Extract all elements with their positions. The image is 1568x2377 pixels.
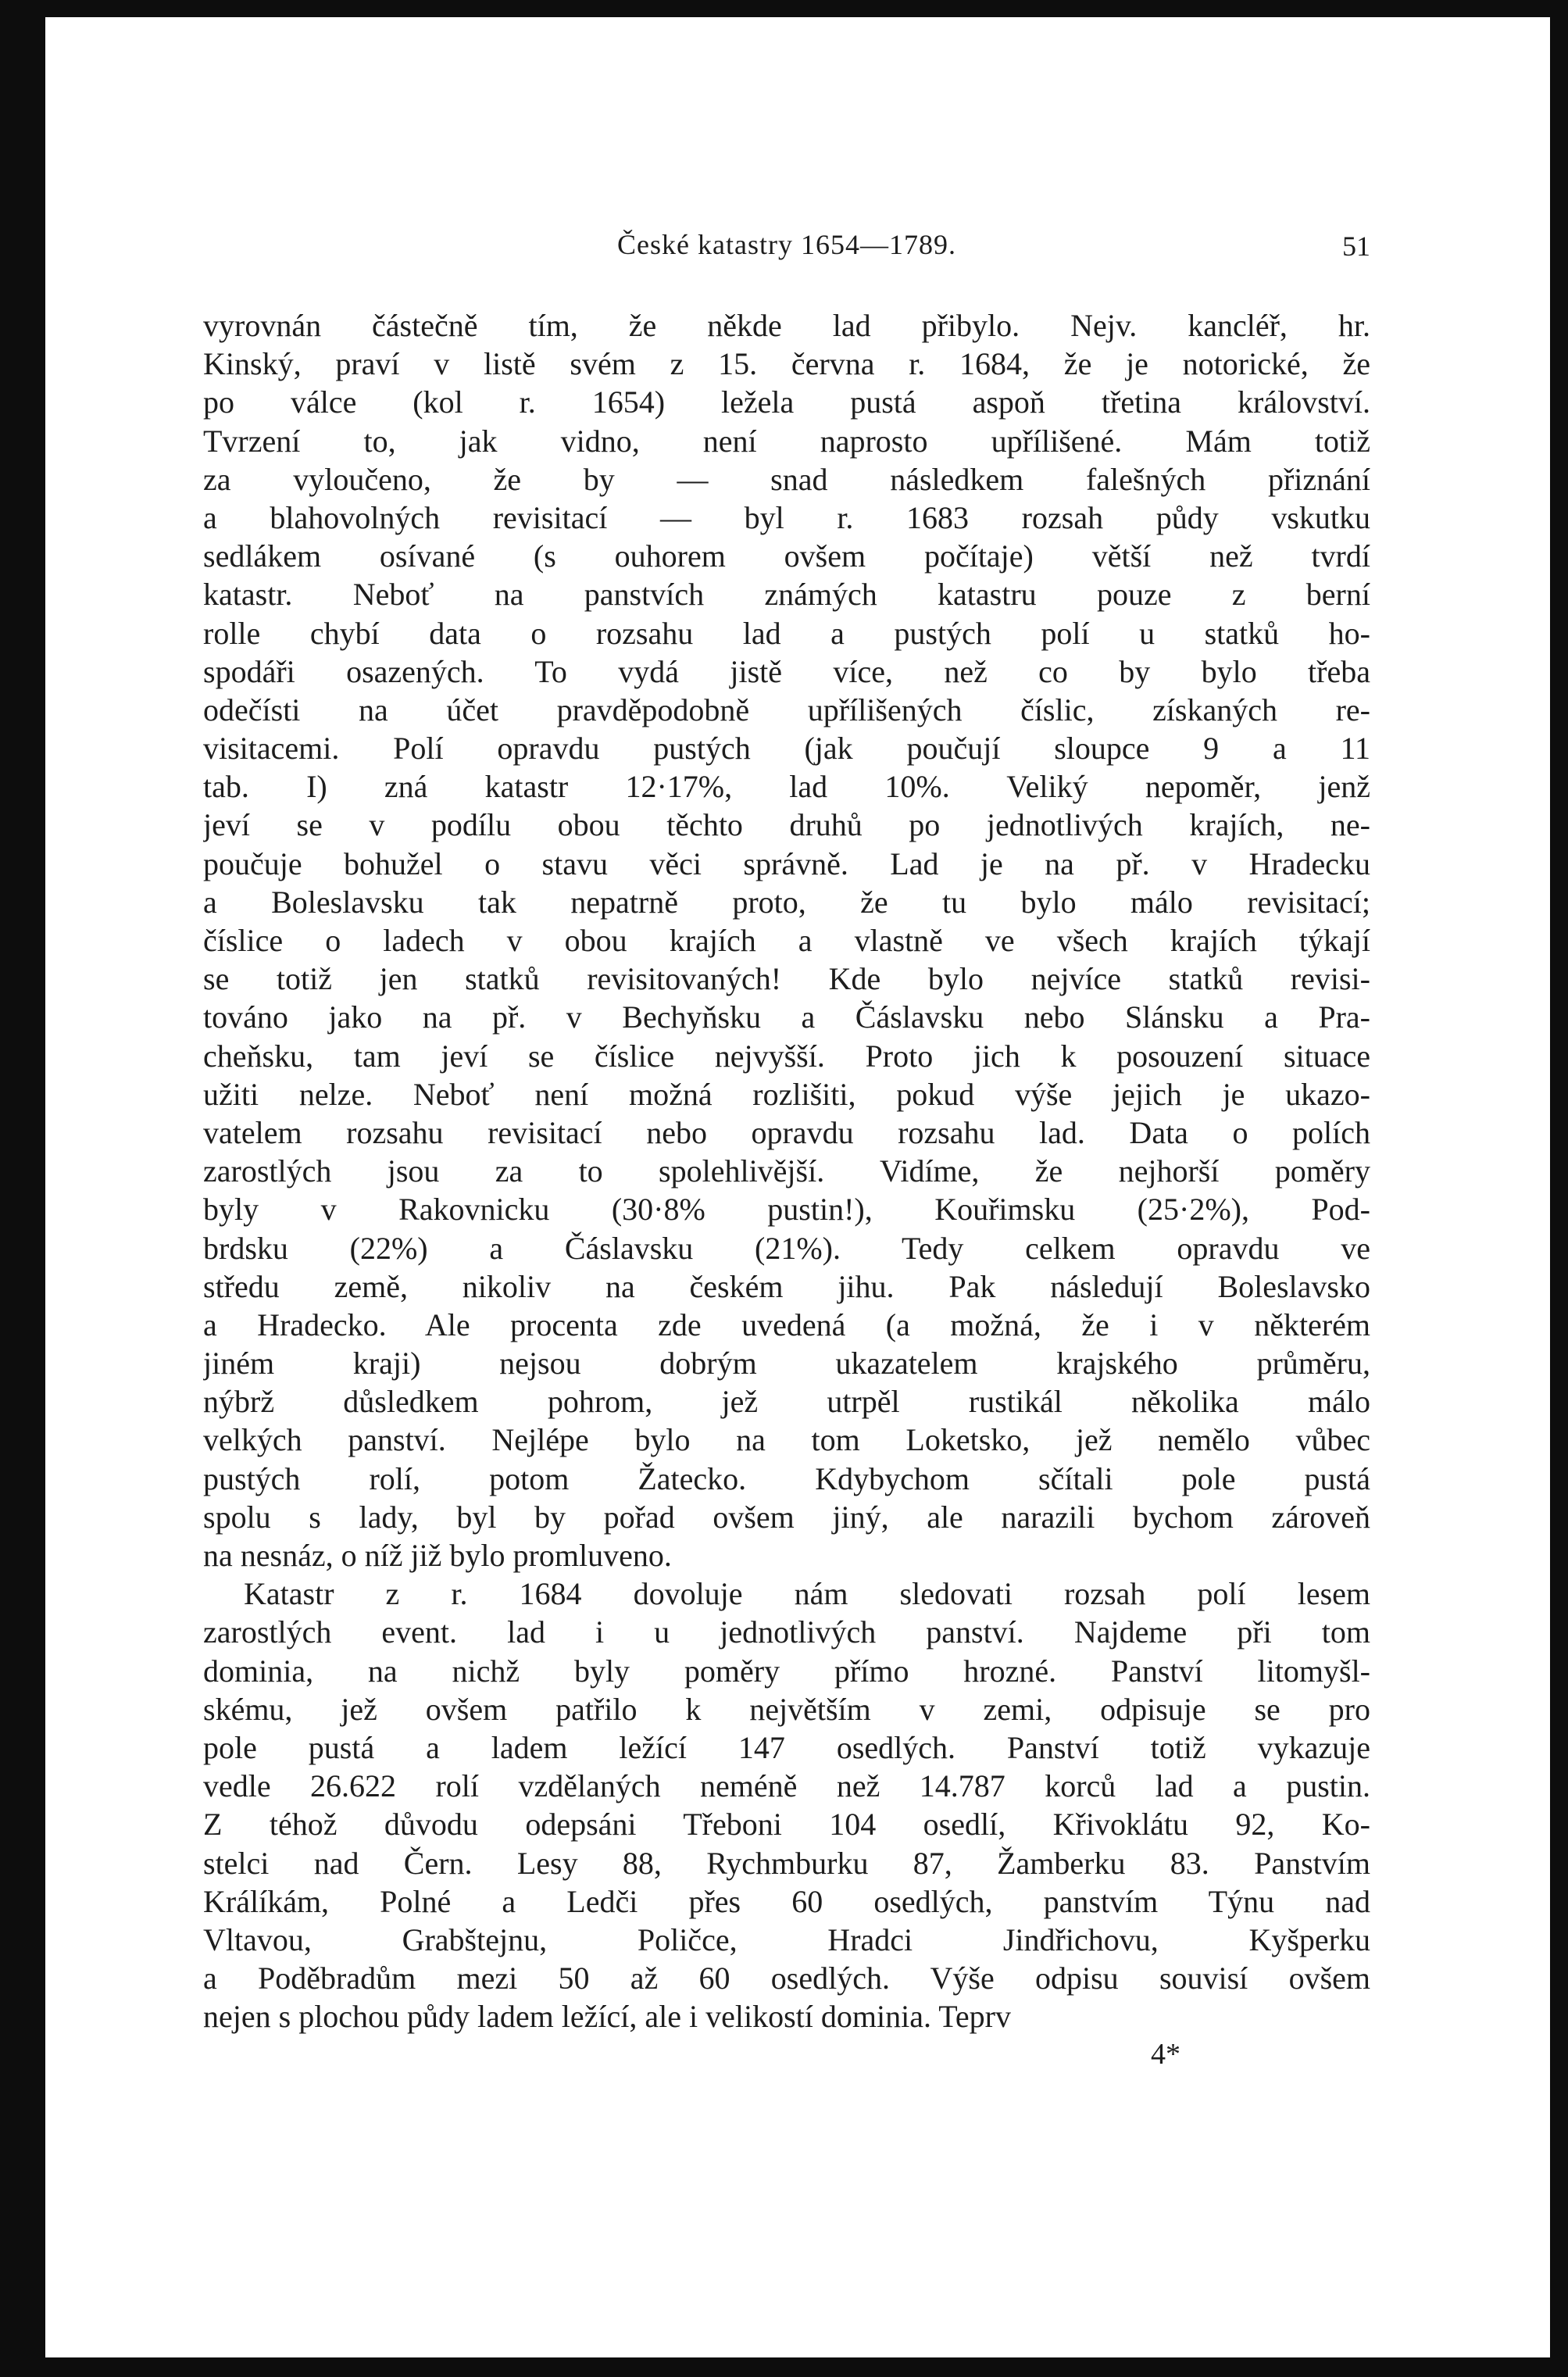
signature-mark: 4* [1151,2038,1180,2071]
running-title: České katastry 1654—1789. [617,229,956,260]
text-line: spodáři osazených. To vydá jistě více, než co by bylo třeba [203,653,1370,689]
text-line: zarostlých event. lad i u jednotlivých panství. Najdeme při tom [203,1614,1370,1650]
text-line: jeví se v podílu obou těchto druhů po jednotlivých krajích, ne- [203,807,1370,843]
text-line: cheňsku, tam jeví se číslice nejvyšší. Proto jich k posouzení situace [203,1038,1370,1074]
text-line: Kinský, praví v listě svém z 15. června r. 1684, že je notorické, že [203,346,1370,382]
text-line: odečísti na účet pravděpodobně upřílišených číslic, získaných re- [203,692,1370,727]
text-line: katastr. Neboť na panstvích známých katastru pouze z berní [203,577,1370,613]
text-line: Vltavou, Grabštejnu, Poličce, Hradci Jindřichovu, Kyšperku [203,1921,1370,1957]
body-text [203,306,1370,2036]
text-line: velkých panství. Nejlépe bylo na tom Loketsko, jež nemělo vůbec [203,1422,1370,1458]
text-line: rolle chybí data o rozsahu lad a pustých polí u statků ho- [203,615,1370,651]
text-line: vatelem rozsahu revisitací nebo opravdu rozsahu lad. Data o polích [203,1114,1370,1150]
text-line: se totiž jen statků revisitovaných! Kde bylo nejvíce statků revisi- [203,961,1370,997]
text-line: a Boleslavsku tak nepatrně proto, že tu bylo málo revisitací; [203,884,1370,920]
page-number: 51 [1342,231,1370,262]
text-line: a blahovolných revisitací — byl r. 1683 rozsah půdy vskutku [203,499,1370,535]
text-line: na nesnáz, o níž již bylo promluveno. [203,1538,672,1573]
text-line: poučuje bohužel o stavu věci správně. Lad je na př. v Hradecku [203,845,1370,881]
text-line: vedle 26.622 rolí vzdělaných neméně než 14.787 korců lad a pustin. [203,1768,1370,1804]
book-page [45,17,1550,2357]
text-line: a Poděbradům mezi 50 až 60 osedlých. Výše odpisu souvisí ovšem [203,1961,1370,1996]
text-line: zarostlých jsou za to spolehlivější. Vidíme, že nejhorší poměry [203,1153,1370,1189]
text-line: tab. I) zná katastr 12·17%, lad 10%. Veliký nepoměr, jenž [203,769,1370,805]
text-line: pole pustá a ladem ležící 147 osedlých. Panství totiž vykazuje [203,1729,1370,1765]
text-line: jiném kraji) nejsou dobrým ukazatelem krajského průměru, [203,1346,1370,1382]
text-line: továno jako na př. v Bechyňsku a Čáslavsku nebo Slánsku a Pra- [203,999,1370,1035]
text-line: nýbrž důsledkem pohrom, jež utrpěl rustikál několika málo [203,1384,1370,1420]
text-line: nejen s plochou půdy ladem ležící, ale i velikostí dominia. Teprv [203,1999,1011,2035]
text-line: brdsku (22%) a Čáslavsku (21%). Tedy celkem opravdu ve [203,1230,1370,1266]
text-line: Tvrzení to, jak vidno, není naprosto upřílišené. Mám totiž [203,423,1370,459]
text-line: středu země, nikoliv na českém jihu. Pak následují Boleslavsko [203,1268,1370,1304]
text-line: pustých rolí, potom Žatecko. Kdybychom sčítali pole pustá [203,1460,1370,1496]
text-line: Králíkám, Polné a Ledči přes 60 osedlých, panstvím Týnu nad [203,1883,1370,1919]
text-line: dominia, na nichž byly poměry přímo hrozné. Panství litomyšl- [203,1653,1370,1689]
text-line: sedlákem osívané (s ouhorem ovšem počítaje) větší než tvrdí [203,538,1370,574]
text-line: vyrovnán částečně tím, že někde lad přibylo. Nejv. kancléř, hr. [203,308,1370,343]
text-line: Z téhož důvodu odepsáni Třeboni 104 osedlí, Křivoklátu 92, Ko- [203,1807,1370,1843]
text-line: visitacemi. Polí opravdu pustých (jak poučují sloupce 9 a 11 [203,731,1370,767]
text-line: a Hradecko. Ale procenta zde uvedená (a možná, že i v některém [203,1306,1370,1342]
text-line: byly v Rakovnicku (30·8% pustin!), Kouřimsku (25·2%), Pod- [203,1192,1370,1228]
text-line: číslice o ladech v obou krajích a vlastně ve všech krajích týkají [203,923,1370,958]
text-line: užiti nelze. Neboť není možná rozlišiti, pokud výše jejich je ukazo- [203,1076,1370,1112]
text-line: skému, jež ovšem patřilo k největším v zemi, odpisuje se pro [203,1691,1370,1727]
text-line: za vyloučeno, že by — snad následkem falešných přiznání [203,461,1370,497]
text-line: Katastr z r. 1684 dovoluje nám sledovati rozsah polí lesem [244,1576,1370,1612]
text-line: spolu s lady, byl by pořad ovšem jiný, ale narazili bychom zároveň [203,1499,1370,1535]
text-line: stelci nad Čern. Lesy 88, Rychmburku 87, Žamberku 83. Panstvím [203,1845,1370,1881]
text-line: po válce (kol r. 1654) ležela pustá aspoň třetina království. [203,384,1370,420]
running-header [203,222,1370,269]
